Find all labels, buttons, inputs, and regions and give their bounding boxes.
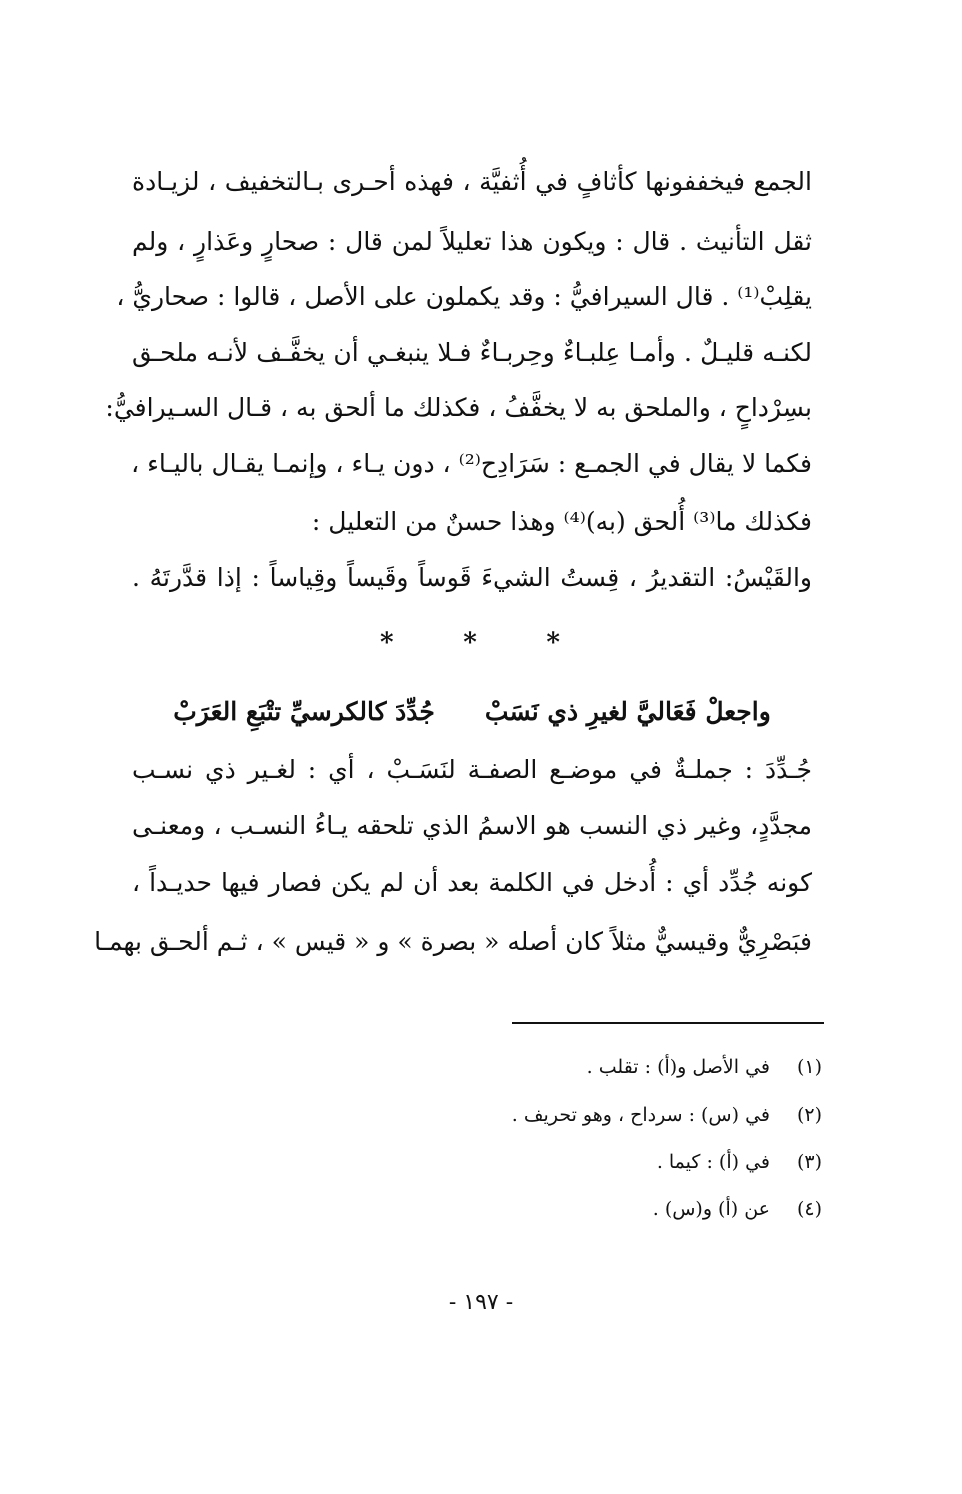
separator-star: *	[463, 628, 477, 658]
footnote-text: في (س) : سرداح ، وهو تحريف .	[511, 1104, 770, 1126]
footnote-text: عن (أ) و(س) .	[652, 1198, 770, 1220]
body-line-7: فكذلك ما⁽³⁾ أُلحق (به)⁽⁴⁾ وهذا حسنٌ من التعليل :	[311, 507, 812, 536]
footnote-3	[657, 1147, 822, 1177]
body-line-6: فكما لا يقال في الجمـع : سَرَادِح⁽²⁾ ، دون يـاء ، وإنمـا يقـال باليـاء ،	[131, 449, 812, 478]
commentary-line-2: مجدَّدٍ، وغير ذي النسب هو الاسمُ الذي تلحقه يـاءُ النسـب ، ومعنـى	[132, 811, 812, 840]
commentary-line-1: جُـدِّدَ : جملـةٌ في موضـع الصفـة لنَسَـبْ ، أي : لغـير ذي نسـب	[132, 755, 812, 784]
separator-star: *	[380, 628, 394, 658]
footnote-number: (٣)	[796, 1151, 822, 1173]
separator-star: *	[546, 628, 560, 658]
section-separator	[380, 628, 560, 658]
footnote-text: في الأصل و(أ) : تقلب .	[586, 1056, 770, 1078]
body-line-5: بسِرْداحٍ ، والملحق به لا يخفَّفُ ، فكذلك ما ألحق به ، قـال السـيرافيُّ:	[105, 393, 812, 422]
body-line-2: ثقل التأنيث . قال : ويكون هذا تعليلاً لمن قال : صحارٍ وعَذارٍ ، ولم	[132, 227, 812, 256]
body-line-3: يقلِبْ⁽¹⁾ . قال السيرافيُّ : وقد يكملون على الأصل ، قالوا : صحاريُّ ،	[116, 282, 812, 311]
commentary-line-4: فبَصْرِيٌّ وقيسيٌّ مثلاً كان أصله « بصرة » و « قيس » ، ثـم ألحـق بهمـا	[94, 927, 812, 956]
body-line-8: والقَيْسُ: التقديرُ ، قِستُ الشيءَ قَوساً وقَيساً وقِياساً : إذا قدَّرتَهُ .	[132, 563, 812, 592]
footnote-4	[653, 1194, 822, 1224]
footnote-1	[587, 1052, 822, 1082]
footnote-number: (١)	[796, 1056, 822, 1078]
commentary-line-3: كونه جُدِّد أي : أُدخل في الكلمة بعد أن لم يكن فصار فيها حديـداً ،	[132, 868, 812, 897]
footnote-number: (٤)	[796, 1198, 822, 1220]
verse-first-hemistich: واجعلْ فَعَاليَّ لغيرِ ذي نَسَبْ	[484, 697, 771, 726]
footnote-number: (٢)	[796, 1104, 822, 1126]
poem-verse	[132, 692, 812, 732]
footnote-2	[512, 1100, 822, 1130]
footnote-text: في (أ) : كيما .	[656, 1151, 770, 1173]
body-line-4: لكنـه قليـلٌ . وأمـا عِلبـاءٌ وحِربـاءٌ فـلا ينبغـي أن يخفَّـف لأنـه ملحـق	[132, 338, 812, 367]
footnote-divider	[512, 1022, 824, 1024]
verse-second-hemistich: جُدِّدَ كالكرسيِّ تتْبَعِ العَرَبْ	[173, 697, 435, 726]
body-line-1: الجمع فيخففونها كأثافٍ في أُثفيَّة ، فهذه أحـرى بـالتخفيف ، لزيـادة	[132, 167, 812, 196]
page-number: - ١٩٧ -	[448, 1290, 514, 1315]
